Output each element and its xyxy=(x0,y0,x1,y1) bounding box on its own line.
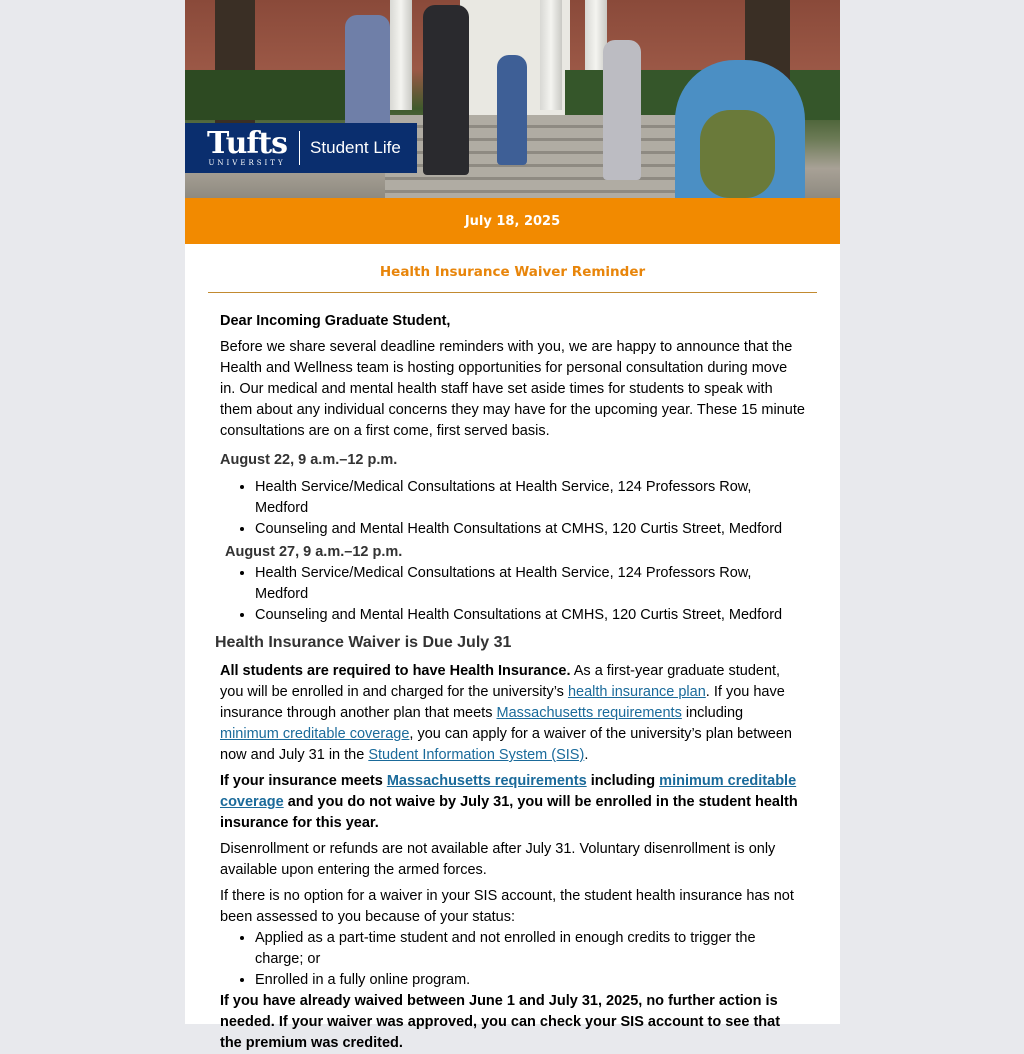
text: , you can apply for a waiver of the university’s plan between now and July 31 in the xyxy=(220,726,792,763)
list-item: • Counseling and Mental Health Consultations at CMHS, 120 Curtis Street, Medford xyxy=(255,605,805,626)
hero-image xyxy=(185,0,840,198)
sis-link[interactable]: Student Information System (SIS) xyxy=(368,747,585,763)
text: As a first-year graduate student, you will be enrolled in and charged for the university’s xyxy=(220,663,781,700)
status-list xyxy=(220,928,805,991)
intro-paragraph: Before we share several deadline reminders with you, we are happy to announce that the Health and Wellness team is hosting opportunities for personal consultation during move in. Our medical and mental health staff have set aside times for students to speak with them about any individual concerns they may have for the upcoming year. These 15 minute consultations are on a first come, first served basis. xyxy=(220,339,805,439)
greeting: Dear Incoming Graduate Student, xyxy=(220,313,451,329)
logo-wordmark-block xyxy=(207,125,288,168)
text: If your insurance meets xyxy=(220,773,387,789)
section-heading: Health Insurance Waiver is Due July 31 xyxy=(215,634,512,651)
logo-section: Student Life xyxy=(310,138,401,157)
no-waiver-paragraph: If there is no option for a waiver in your SIS account, the student health insurance has not been assessed to you because of your status: xyxy=(220,888,794,925)
disenrollment-paragraph: Disenrollment or refunds are not available after July 31. Voluntary disenrollment is only available upon entering the armed forces. xyxy=(220,841,776,878)
list-item: • Health Service/Medical Consultations at Health Service, 124 Professors Row, Medford xyxy=(255,477,805,519)
text: including xyxy=(681,705,744,721)
email-body xyxy=(185,0,840,1051)
logo-university: UNIVERSITY xyxy=(208,158,286,167)
massachusetts-requirements-link[interactable]: Massachusetts requirements xyxy=(386,773,587,789)
massachusetts-requirements-link[interactable]: Massachusetts requirements xyxy=(496,705,682,721)
tufts-student-life-logo xyxy=(185,123,417,173)
list-item: • Health Service/Medical Consultations at Health Service, 124 Professors Row, Medford xyxy=(255,563,805,605)
enrollment-warning xyxy=(220,771,805,834)
issue-date: July 18, 2025 xyxy=(464,213,561,229)
text: and you do not waive by July 31, you will be enrolled in the student health insurance for this year. xyxy=(220,794,798,831)
email-content xyxy=(185,311,840,1054)
session-date: August 22, 9 a.m.–12 p.m. xyxy=(220,452,398,468)
logo-wordmark: Tufts xyxy=(207,125,288,161)
session-date: August 27, 9 a.m.–12 p.m. xyxy=(225,544,403,560)
title-divider xyxy=(208,292,817,293)
list-item: • Applied as a part-time student and not enrolled in enough credits to trigger the charge; or xyxy=(255,928,760,970)
list-item: • Enrolled in a fully online program. xyxy=(255,970,760,991)
minimum-creditable-coverage-link[interactable]: minimum creditable coverage xyxy=(220,726,410,742)
date-band xyxy=(185,198,840,244)
waiver-paragraph xyxy=(220,661,805,766)
session-list xyxy=(220,477,805,540)
logo-divider xyxy=(299,131,300,165)
list-item: • Counseling and Mental Health Consultations at CMHS, 120 Curtis Street, Medford xyxy=(255,519,805,540)
email-title: Health Insurance Waiver Reminder xyxy=(379,264,646,280)
health-insurance-plan-link[interactable]: health insurance plan xyxy=(567,684,706,700)
text: . If you have insurance through another plan that meets xyxy=(220,684,785,721)
text: . xyxy=(584,747,589,763)
already-waived-paragraph: If you have already waived between June 1 and July 31, 2025, no further action is needed. If your waiver was approved, you can check your SIS account to see that the premium was credited. xyxy=(220,993,781,1051)
session-list xyxy=(220,563,805,626)
text: including xyxy=(586,773,660,789)
minimum-creditable-coverage-link[interactable]: minimum creditable coverage xyxy=(220,773,797,810)
bold-lead: All students are required to have Health Insurance. xyxy=(220,663,571,679)
